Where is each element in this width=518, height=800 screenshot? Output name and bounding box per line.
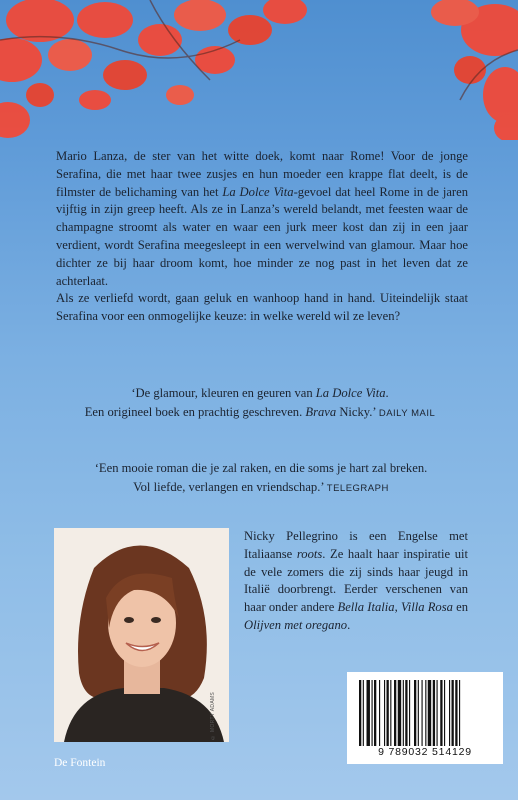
review-quote-telegraph: ‘Een mooie roman die je zal raken, en die soms je hart zal breken. Vol liefde, verlangen en vriendschap.’ TELEGRAPH [94, 461, 428, 494]
quote-source: DAILY MAIL [378, 408, 436, 419]
back-cover-blurb [56, 148, 468, 326]
book-title: Olijven met oregano [244, 617, 348, 632]
author-bio: Nicky Pellegrino is een Engelse met Italiaanse roots. Ze haalt haar inspiratie uit de vele zomers die zij sinds haar jeugd in Italië doorbrengt. Eerder verschenen van haar onder andere Bella Italia, Villa Rosa en Olijven met oregano. [244, 529, 468, 632]
photo-credit: © MORTY ADAMS [210, 691, 216, 740]
publisher-name: De Fontein [54, 757, 106, 769]
isbn-number: 9 789032 514129 [378, 746, 472, 758]
title-la-dolce-vita: La Dolce Vita [222, 184, 294, 199]
book-title: Villa Rosa [400, 600, 453, 615]
quote-source: TELEGRAPH [326, 483, 389, 494]
barcode-image [359, 680, 491, 746]
author-photo [54, 528, 229, 742]
barcode-panel [347, 672, 503, 764]
book-title: Bella Italia [337, 600, 395, 615]
review-quote-daily-mail: ‘De glamour, kleuren en geuren van La Dolce Vita. Een origineel boek en prachtig geschreven. Brava Nicky.’ DAILY MAIL [84, 386, 436, 419]
blurb-paragraph-1: Mario Lanza, de ster van het witte doek, komt naar Rome! Voor de jonge Serafina, die met haar twee zusjes en hun moeder een krappe flat deelt, is de filmster de belichaming van het La Dolce Vita-gevoel dat heel Rome in de jaren vijftig in zijn greep heeft. Als ze in Lanza’s wereld belandt, met feesten waar de champagne stroomt als water en waar een jurk meer kost dan zij in een jaar verdient, wordt Serafina meegesleept in een wervelwind van glamour. Maar hoe dichter ze bij haar droom komt, hoe minder ze nog past in het leven dat ze achterlaat. [56, 149, 468, 288]
blurb-paragraph-2: Als ze verliefd wordt, gaan geluk en wanhoop hand in hand. Uiteindelijk staat Serafina voor een onmogelijke keuze: in welke wereld wil ze leven? [56, 291, 468, 324]
oleander-flowers-image [0, 0, 518, 140]
